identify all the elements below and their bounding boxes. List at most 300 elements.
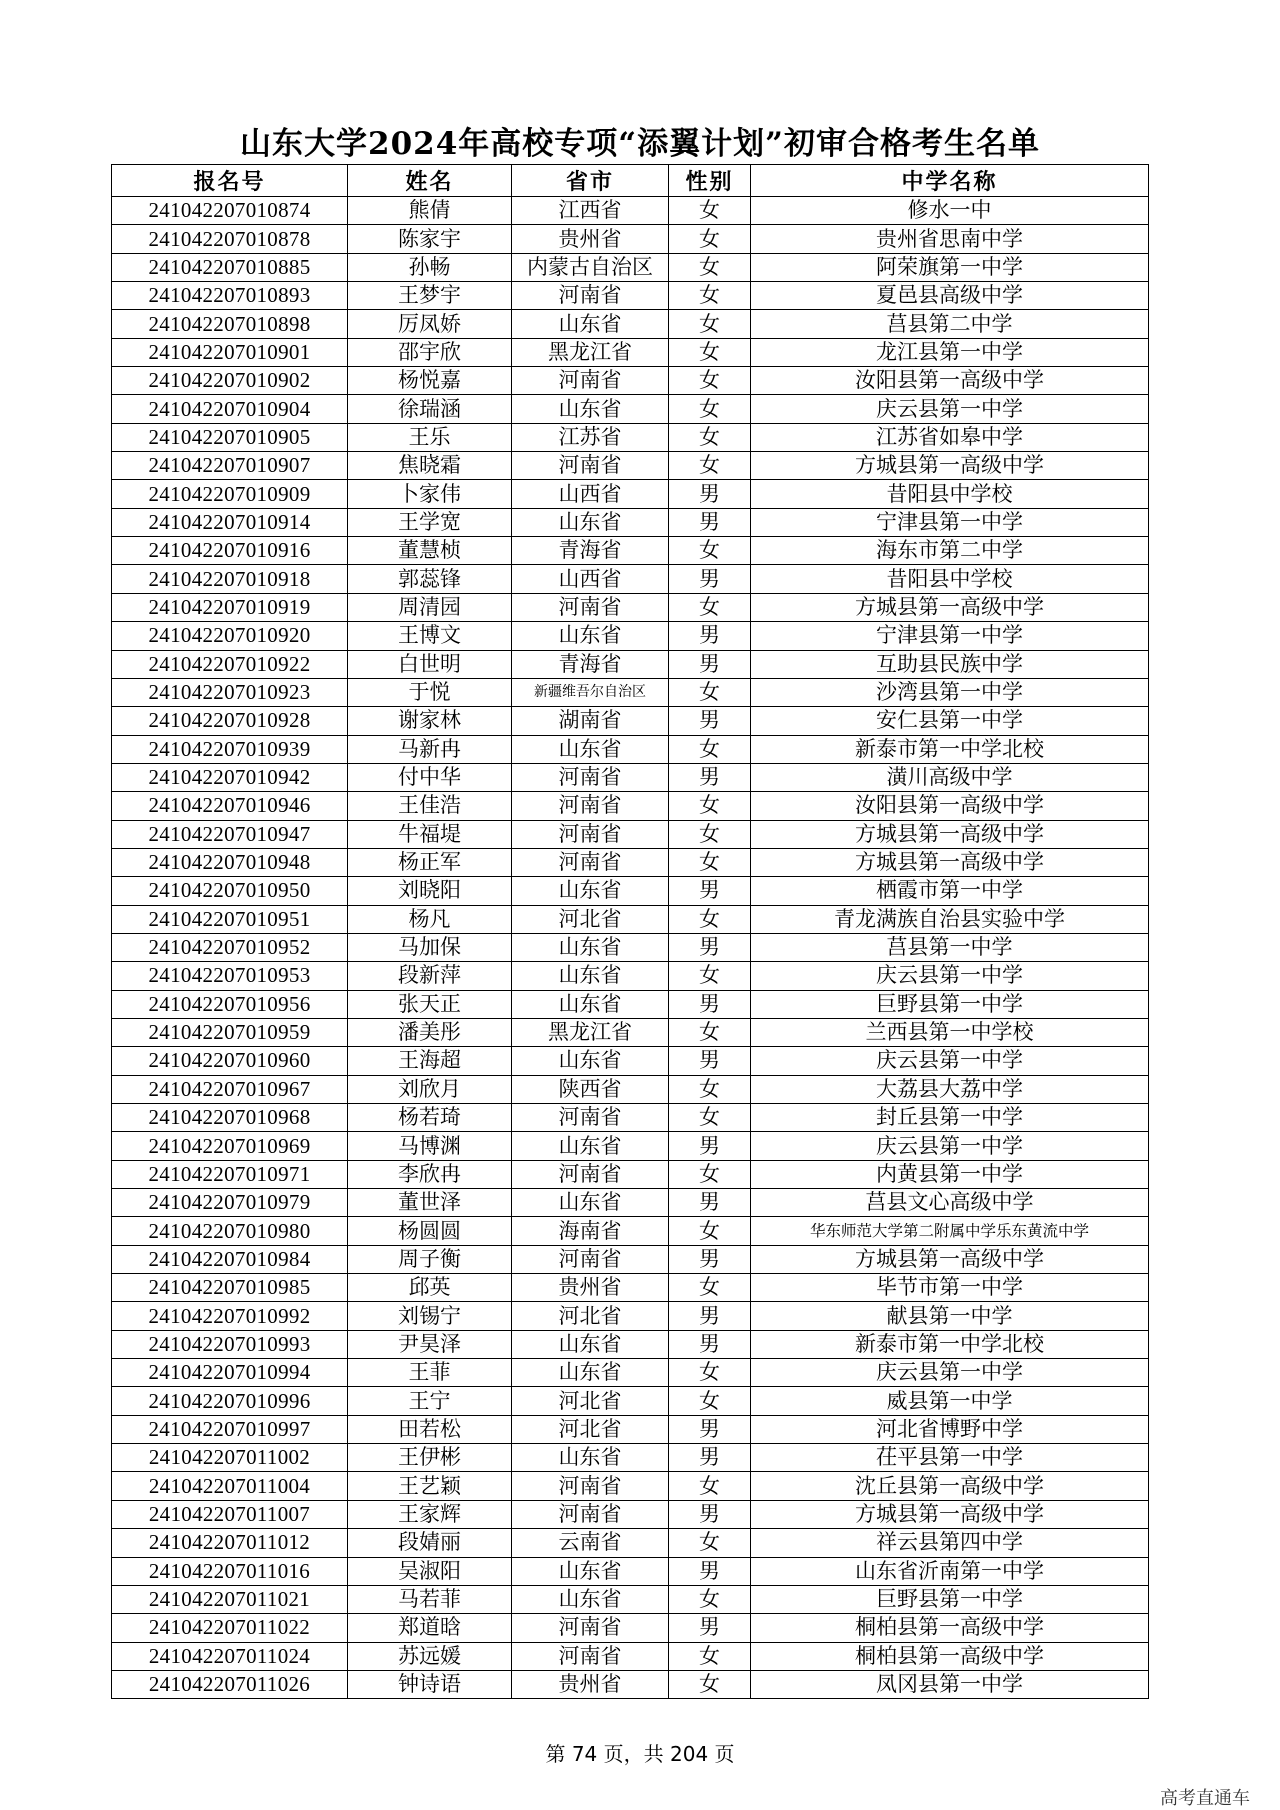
- table-row: [112, 1160, 1149, 1188]
- table-row: [112, 1274, 1149, 1302]
- registration-number-cell: 241042207011016: [112, 1557, 348, 1585]
- registration-number-cell: 241042207010922: [112, 650, 348, 678]
- province-cell: 河南省: [512, 452, 669, 480]
- registration-number-cell: 241042207010904: [112, 395, 348, 423]
- school-cell: 互助县民族中学: [751, 650, 1149, 678]
- table-row: [112, 1302, 1149, 1330]
- province-cell: 山东省: [512, 1444, 669, 1472]
- registration-number-cell: 241042207010923: [112, 678, 348, 706]
- name-cell: 王菲: [348, 1359, 512, 1387]
- province-cell: 河南省: [512, 593, 669, 621]
- candidate-table: [111, 164, 1149, 1699]
- school-cell: 江苏省如皋中学: [751, 423, 1149, 451]
- school-cell: 方城县第一高级中学: [751, 452, 1149, 480]
- registration-number-cell: 241042207010948: [112, 848, 348, 876]
- gender-cell: 女: [669, 282, 751, 310]
- school-cell: 莒县第一中学: [751, 933, 1149, 961]
- table-row: [112, 452, 1149, 480]
- gender-cell: 女: [669, 1472, 751, 1500]
- province-cell: 黑龙江省: [512, 1018, 669, 1046]
- table-row: [112, 678, 1149, 706]
- gender-cell: 女: [669, 820, 751, 848]
- gender-cell: 男: [669, 1047, 751, 1075]
- province-cell: 山东省: [512, 622, 669, 650]
- gender-cell: 男: [669, 1500, 751, 1528]
- gender-cell: 女: [669, 1018, 751, 1046]
- registration-number-cell: 241042207010992: [112, 1302, 348, 1330]
- school-cell: 献县第一中学: [751, 1302, 1149, 1330]
- province-cell: 山东省: [512, 1585, 669, 1613]
- table-row: [112, 1614, 1149, 1642]
- province-cell: 河北省: [512, 905, 669, 933]
- gender-cell: 男: [669, 1189, 751, 1217]
- table-row: [112, 1245, 1149, 1273]
- table-row: [112, 792, 1149, 820]
- registration-number-cell: 241042207010939: [112, 735, 348, 763]
- registration-number-cell: 241042207010952: [112, 933, 348, 961]
- gender-cell: 男: [669, 933, 751, 961]
- name-cell: 刘晓阳: [348, 877, 512, 905]
- school-cell: 栖霞市第一中学: [751, 877, 1149, 905]
- name-cell: 谢家林: [348, 707, 512, 735]
- registration-number-cell: 241042207010916: [112, 537, 348, 565]
- name-cell: 马博渊: [348, 1132, 512, 1160]
- gender-cell: 女: [669, 905, 751, 933]
- school-cell: 兰西县第一中学校: [751, 1018, 1149, 1046]
- table-row: [112, 650, 1149, 678]
- province-cell: 山西省: [512, 565, 669, 593]
- document-title: 山东大学2024年高校专项“添翼计划”初审合格考生名单: [240, 126, 1040, 162]
- province-cell: 湖南省: [512, 707, 669, 735]
- gender-cell: 女: [669, 310, 751, 338]
- gender-cell: 女: [669, 735, 751, 763]
- school-cell: 茌平县第一中学: [751, 1444, 1149, 1472]
- registration-number-cell: 241042207011022: [112, 1614, 348, 1642]
- name-cell: 于悦: [348, 678, 512, 706]
- school-cell: 方城县第一高级中学: [751, 1245, 1149, 1273]
- registration-number-cell: 241042207010898: [112, 310, 348, 338]
- gender-cell: 男: [669, 763, 751, 791]
- table-row: [112, 990, 1149, 1018]
- province-cell: 江西省: [512, 197, 669, 225]
- table-row: [112, 1557, 1149, 1585]
- registration-number-cell: 241042207010997: [112, 1415, 348, 1443]
- name-cell: 钟诗语: [348, 1670, 512, 1698]
- registration-number-cell: 241042207010918: [112, 565, 348, 593]
- gender-cell: 女: [669, 395, 751, 423]
- school-cell: 莒县文心高级中学: [751, 1189, 1149, 1217]
- school-cell: 莒县第二中学: [751, 310, 1149, 338]
- table-row: [112, 622, 1149, 650]
- gender-cell: 女: [669, 197, 751, 225]
- registration-number-cell: 241042207010928: [112, 707, 348, 735]
- gender-cell: 女: [669, 1274, 751, 1302]
- province-cell: 云南省: [512, 1529, 669, 1557]
- school-cell: 宁津县第一中学: [751, 622, 1149, 650]
- name-cell: 王佳浩: [348, 792, 512, 820]
- school-cell: 方城县第一高级中学: [751, 593, 1149, 621]
- school-cell: 新泰市第一中学北校: [751, 735, 1149, 763]
- gender-cell: 女: [669, 367, 751, 395]
- province-cell: 江苏省: [512, 423, 669, 451]
- registration-number-cell: 241042207010969: [112, 1132, 348, 1160]
- province-cell: 河南省: [512, 1104, 669, 1132]
- header-gender: 性别: [669, 165, 751, 197]
- name-cell: 马加保: [348, 933, 512, 961]
- name-cell: 杨正军: [348, 848, 512, 876]
- school-cell: 庆云县第一中学: [751, 1132, 1149, 1160]
- registration-number-cell: 241042207011004: [112, 1472, 348, 1500]
- registration-number-cell: 241042207010893: [112, 282, 348, 310]
- school-cell: 巨野县第一中学: [751, 1585, 1149, 1613]
- province-cell: 河南省: [512, 1472, 669, 1500]
- gender-cell: 女: [669, 537, 751, 565]
- name-cell: 徐瑞涵: [348, 395, 512, 423]
- province-cell: 山东省: [512, 395, 669, 423]
- school-cell: 方城县第一高级中学: [751, 1500, 1149, 1528]
- gender-cell: 女: [669, 1387, 751, 1415]
- school-cell: 祥云县第四中学: [751, 1529, 1149, 1557]
- table-row: [112, 1529, 1149, 1557]
- table-row: [112, 565, 1149, 593]
- name-cell: 牛福堤: [348, 820, 512, 848]
- table-row: [112, 1189, 1149, 1217]
- gender-cell: 男: [669, 1302, 751, 1330]
- gender-cell: 女: [669, 792, 751, 820]
- province-cell: 山东省: [512, 1557, 669, 1585]
- name-cell: 董慧桢: [348, 537, 512, 565]
- province-cell: 河北省: [512, 1302, 669, 1330]
- name-cell: 刘欣月: [348, 1075, 512, 1103]
- table-row: [112, 310, 1149, 338]
- registration-number-cell: 241042207010902: [112, 367, 348, 395]
- province-cell: 河南省: [512, 1642, 669, 1670]
- province-cell: 河南省: [512, 1160, 669, 1188]
- gender-cell: 女: [669, 1670, 751, 1698]
- province-cell: 贵州省: [512, 225, 669, 253]
- registration-number-cell: 241042207010985: [112, 1274, 348, 1302]
- gender-cell: 男: [669, 877, 751, 905]
- registration-number-cell: 241042207010914: [112, 508, 348, 536]
- gender-cell: 女: [669, 253, 751, 281]
- name-cell: 王家辉: [348, 1500, 512, 1528]
- registration-number-cell: 241042207010959: [112, 1018, 348, 1046]
- gender-cell: 女: [669, 1642, 751, 1670]
- school-cell: 阿荣旗第一中学: [751, 253, 1149, 281]
- school-cell: 青龙满族自治县实验中学: [751, 905, 1149, 933]
- name-cell: 陈家宇: [348, 225, 512, 253]
- province-cell: 山东省: [512, 1330, 669, 1358]
- school-cell: 新泰市第一中学北校: [751, 1330, 1149, 1358]
- table-row: [112, 1104, 1149, 1132]
- province-cell: 山东省: [512, 933, 669, 961]
- name-cell: 马新冉: [348, 735, 512, 763]
- school-cell: 巨野县第一中学: [751, 990, 1149, 1018]
- watermark: 高考直通车: [1160, 1788, 1250, 1809]
- name-cell: 刘锡宁: [348, 1302, 512, 1330]
- name-cell: 尹昊泽: [348, 1330, 512, 1358]
- school-cell: 汝阳县第一高级中学: [751, 792, 1149, 820]
- school-cell: 庆云县第一中学: [751, 395, 1149, 423]
- registration-number-cell: 241042207011007: [112, 1500, 348, 1528]
- registration-number-cell: 241042207010909: [112, 480, 348, 508]
- name-cell: 董世泽: [348, 1189, 512, 1217]
- gender-cell: 男: [669, 480, 751, 508]
- table-row: [112, 1330, 1149, 1358]
- name-cell: 郑道晗: [348, 1614, 512, 1642]
- registration-number-cell: 241042207010907: [112, 452, 348, 480]
- table-row: [112, 933, 1149, 961]
- registration-number-cell: 241042207011012: [112, 1529, 348, 1557]
- registration-number-cell: 241042207011002: [112, 1444, 348, 1472]
- table-row: [112, 707, 1149, 735]
- registration-number-cell: 241042207010874: [112, 197, 348, 225]
- name-cell: 孙畅: [348, 253, 512, 281]
- table-row: [112, 1387, 1149, 1415]
- name-cell: 王海超: [348, 1047, 512, 1075]
- gender-cell: 女: [669, 338, 751, 366]
- school-cell: 潢川高级中学: [751, 763, 1149, 791]
- registration-number-cell: 241042207010942: [112, 763, 348, 791]
- name-cell: 付中华: [348, 763, 512, 791]
- table-row: [112, 1585, 1149, 1613]
- province-cell: 河南省: [512, 848, 669, 876]
- gender-cell: 女: [669, 962, 751, 990]
- school-cell: 海东市第二中学: [751, 537, 1149, 565]
- table-row: [112, 480, 1149, 508]
- school-cell: 沈丘县第一高级中学: [751, 1472, 1149, 1500]
- registration-number-cell: 241042207010905: [112, 423, 348, 451]
- province-cell: 河南省: [512, 367, 669, 395]
- province-cell: 贵州省: [512, 1274, 669, 1302]
- table-body: [112, 197, 1149, 1699]
- name-cell: 卜家伟: [348, 480, 512, 508]
- school-cell: 桐柏县第一高级中学: [751, 1642, 1149, 1670]
- name-cell: 王博文: [348, 622, 512, 650]
- table-row: [112, 962, 1149, 990]
- name-cell: 厉凤娇: [348, 310, 512, 338]
- name-cell: 熊倩: [348, 197, 512, 225]
- name-cell: 王艺颖: [348, 1472, 512, 1500]
- name-cell: 白世明: [348, 650, 512, 678]
- gender-cell: 男: [669, 650, 751, 678]
- gender-cell: 女: [669, 1075, 751, 1103]
- table-row: [112, 1670, 1149, 1698]
- name-cell: 郭蕊锋: [348, 565, 512, 593]
- registration-number-cell: 241042207011026: [112, 1670, 348, 1698]
- table-row: [112, 367, 1149, 395]
- school-cell: 华东师范大学第二附属中学乐东黄流中学: [751, 1217, 1149, 1245]
- school-cell: 凤冈县第一中学: [751, 1670, 1149, 1698]
- registration-number-cell: 241042207010878: [112, 225, 348, 253]
- gender-cell: 男: [669, 1415, 751, 1443]
- gender-cell: 女: [669, 452, 751, 480]
- name-cell: 苏远媛: [348, 1642, 512, 1670]
- registration-number-cell: 241042207011021: [112, 1585, 348, 1613]
- school-cell: 修水一中: [751, 197, 1149, 225]
- registration-number-cell: 241042207010950: [112, 877, 348, 905]
- name-cell: 王宁: [348, 1387, 512, 1415]
- name-cell: 张天正: [348, 990, 512, 1018]
- province-cell: 山东省: [512, 877, 669, 905]
- table-row: [112, 197, 1149, 225]
- province-cell: 山西省: [512, 480, 669, 508]
- school-cell: 庆云县第一中学: [751, 1047, 1149, 1075]
- province-cell: 河南省: [512, 792, 669, 820]
- table-row: [112, 508, 1149, 536]
- registration-number-cell: 241042207010947: [112, 820, 348, 848]
- gender-cell: 男: [669, 565, 751, 593]
- province-cell: 海南省: [512, 1217, 669, 1245]
- page-number: 第 74 页，共 204 页: [545, 1742, 735, 1766]
- gender-cell: 男: [669, 508, 751, 536]
- header-name: 姓名: [348, 165, 512, 197]
- name-cell: 杨凡: [348, 905, 512, 933]
- table-header-row: [112, 165, 1149, 197]
- province-cell: 山东省: [512, 1132, 669, 1160]
- registration-number-cell: 241042207010971: [112, 1160, 348, 1188]
- registration-number-cell: 241042207010956: [112, 990, 348, 1018]
- school-cell: 威县第一中学: [751, 1387, 1149, 1415]
- province-cell: 黑龙江省: [512, 338, 669, 366]
- school-cell: 山东省沂南第一中学: [751, 1557, 1149, 1585]
- table-row: [112, 537, 1149, 565]
- registration-number-cell: 241042207010885: [112, 253, 348, 281]
- province-cell: 河南省: [512, 763, 669, 791]
- province-cell: 山东省: [512, 1189, 669, 1217]
- table-row: [112, 1444, 1149, 1472]
- school-cell: 方城县第一高级中学: [751, 848, 1149, 876]
- province-cell: 陕西省: [512, 1075, 669, 1103]
- province-cell: 河南省: [512, 282, 669, 310]
- table-row: [112, 763, 1149, 791]
- name-cell: 吴淑阳: [348, 1557, 512, 1585]
- name-cell: 段婧丽: [348, 1529, 512, 1557]
- province-cell: 山东省: [512, 1359, 669, 1387]
- school-cell: 龙江县第一中学: [751, 338, 1149, 366]
- province-cell: 山东省: [512, 735, 669, 763]
- table-row: [112, 1132, 1149, 1160]
- school-cell: 大荔县大荔中学: [751, 1075, 1149, 1103]
- registration-number-cell: 241042207010951: [112, 905, 348, 933]
- table-row: [112, 253, 1149, 281]
- gender-cell: 男: [669, 1245, 751, 1273]
- school-cell: 庆云县第一中学: [751, 962, 1149, 990]
- registration-number-cell: 241042207010994: [112, 1359, 348, 1387]
- name-cell: 田若松: [348, 1415, 512, 1443]
- name-cell: 邱英: [348, 1274, 512, 1302]
- registration-number-cell: 241042207010984: [112, 1245, 348, 1273]
- registration-number-cell: 241042207010993: [112, 1330, 348, 1358]
- table-row: [112, 395, 1149, 423]
- province-cell: 内蒙古自治区: [512, 253, 669, 281]
- table-row: [112, 282, 1149, 310]
- table-row: [112, 735, 1149, 763]
- table-row: [112, 1075, 1149, 1103]
- table-row: [112, 423, 1149, 451]
- table-row: [112, 820, 1149, 848]
- name-cell: 邵宇欣: [348, 338, 512, 366]
- province-cell: 河南省: [512, 1614, 669, 1642]
- header-province: 省市: [512, 165, 669, 197]
- name-cell: 王伊彬: [348, 1444, 512, 1472]
- province-cell: 河北省: [512, 1387, 669, 1415]
- province-cell: 山东省: [512, 962, 669, 990]
- gender-cell: 男: [669, 1132, 751, 1160]
- school-cell: 沙湾县第一中学: [751, 678, 1149, 706]
- province-cell: 青海省: [512, 537, 669, 565]
- table-row: [112, 1018, 1149, 1046]
- gender-cell: 女: [669, 848, 751, 876]
- name-cell: 王学宽: [348, 508, 512, 536]
- province-cell: 山东省: [512, 990, 669, 1018]
- table-row: [112, 877, 1149, 905]
- name-cell: 焦晓霜: [348, 452, 512, 480]
- gender-cell: 女: [669, 678, 751, 706]
- table-row: [112, 905, 1149, 933]
- registration-number-cell: 241042207010920: [112, 622, 348, 650]
- gender-cell: 女: [669, 1529, 751, 1557]
- gender-cell: 男: [669, 1614, 751, 1642]
- gender-cell: 女: [669, 1104, 751, 1132]
- name-cell: 潘美彤: [348, 1018, 512, 1046]
- name-cell: 王乐: [348, 423, 512, 451]
- gender-cell: 女: [669, 225, 751, 253]
- registration-number-cell: 241042207010953: [112, 962, 348, 990]
- name-cell: 王梦宇: [348, 282, 512, 310]
- gender-cell: 男: [669, 1557, 751, 1585]
- table-row: [112, 593, 1149, 621]
- table-row: [112, 1359, 1149, 1387]
- name-cell: 李欣冉: [348, 1160, 512, 1188]
- school-cell: 河北省博野中学: [751, 1415, 1149, 1443]
- province-cell: 山东省: [512, 508, 669, 536]
- name-cell: 杨悦嘉: [348, 367, 512, 395]
- registration-number-cell: 241042207010960: [112, 1047, 348, 1075]
- gender-cell: 男: [669, 1330, 751, 1358]
- province-cell: 山东省: [512, 310, 669, 338]
- registration-number-cell: 241042207010968: [112, 1104, 348, 1132]
- registration-number-cell: 241042207011024: [112, 1642, 348, 1670]
- province-cell: 河北省: [512, 1415, 669, 1443]
- registration-number-cell: 241042207010996: [112, 1387, 348, 1415]
- name-cell: 杨若琦: [348, 1104, 512, 1132]
- name-cell: 段新萍: [348, 962, 512, 990]
- header-registration-number: 报名号: [112, 165, 348, 197]
- table-row: [112, 1217, 1149, 1245]
- gender-cell: 女: [669, 1160, 751, 1188]
- province-cell: 青海省: [512, 650, 669, 678]
- table-row: [112, 1415, 1149, 1443]
- table-row: [112, 225, 1149, 253]
- gender-cell: 女: [669, 1585, 751, 1613]
- gender-cell: 男: [669, 990, 751, 1018]
- school-cell: 昔阳县中学校: [751, 565, 1149, 593]
- name-cell: 周清园: [348, 593, 512, 621]
- school-cell: 内黄县第一中学: [751, 1160, 1149, 1188]
- table-row: [112, 1472, 1149, 1500]
- table-row: [112, 338, 1149, 366]
- registration-number-cell: 241042207010967: [112, 1075, 348, 1103]
- school-cell: 方城县第一高级中学: [751, 820, 1149, 848]
- name-cell: 周子衡: [348, 1245, 512, 1273]
- gender-cell: 男: [669, 622, 751, 650]
- table-row: [112, 1500, 1149, 1528]
- school-cell: 毕节市第一中学: [751, 1274, 1149, 1302]
- gender-cell: 女: [669, 593, 751, 621]
- school-cell: 昔阳县中学校: [751, 480, 1149, 508]
- registration-number-cell: 241042207010919: [112, 593, 348, 621]
